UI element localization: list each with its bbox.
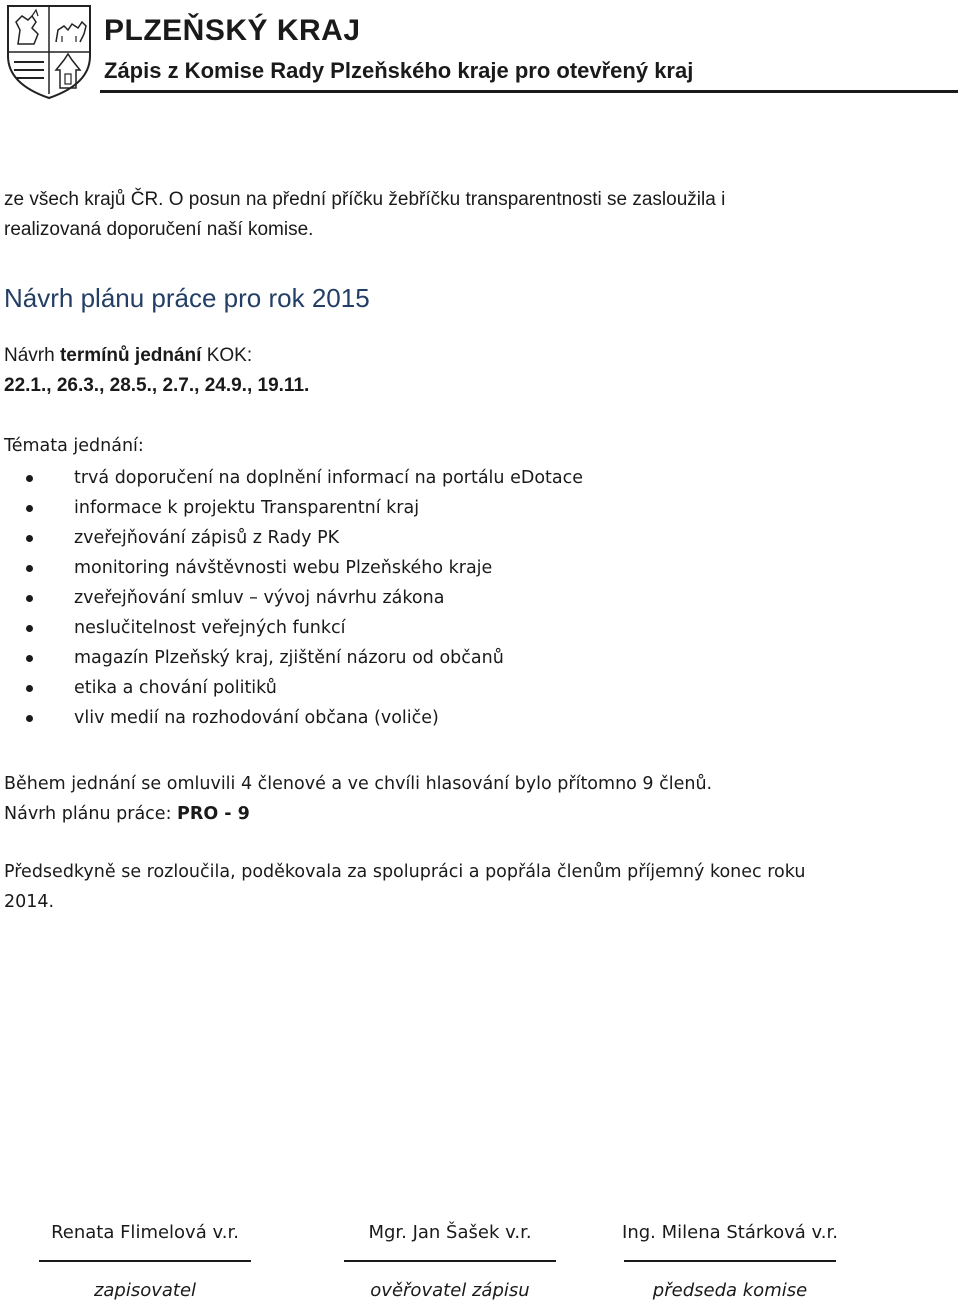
- bullet-icon: [26, 715, 33, 722]
- intro-line: ze všech krajů ČR. O posun na přední příčku žebříčku transparentnosti se zasloužila i: [4, 189, 726, 210]
- signatory-name: Ing. Milena Stárková v.r.: [622, 1222, 838, 1243]
- bullet-icon: [26, 685, 33, 692]
- list-item: [4, 553, 944, 583]
- signatory-role: zapisovatel: [93, 1280, 197, 1301]
- signatory-role: předseda komise: [652, 1280, 808, 1301]
- region-title: PLZEŇSKÝ KRAJ: [104, 14, 361, 47]
- topics-label: Témata jednání:: [4, 436, 144, 456]
- intro-line: realizovaná doporučení naší komise.: [4, 219, 314, 240]
- plan-vote: [4, 799, 944, 829]
- section-heading: Návrh plánu práce pro rok 2015: [4, 283, 370, 313]
- document-header: [0, 0, 960, 100]
- coat-of-arms-icon: [6, 4, 92, 100]
- signature-line: [39, 1260, 251, 1262]
- topic-text: monitoring návštěvnosti webu Plzeňského kraje: [74, 558, 493, 578]
- header-divider: [100, 90, 958, 93]
- signature-verifier: [330, 1218, 570, 1306]
- topic-text: trvá doporučení na doplnění informací na portálu eDotace: [74, 468, 583, 488]
- list-item: [4, 673, 944, 703]
- bullet-icon: [26, 475, 33, 482]
- attendance-note: Během jednání se omluvili 4 členové a ve chvíli hlasování bylo přítomno 9 členů.: [4, 774, 713, 794]
- signature-block: [0, 1218, 960, 1308]
- list-item: [4, 613, 944, 643]
- topic-text: etika a chování politiků: [74, 678, 277, 698]
- signature-line: [344, 1260, 556, 1262]
- list-item: [4, 703, 944, 733]
- signature-chair: [610, 1218, 850, 1306]
- topic-text: informace k projektu Transparentní kraj: [74, 498, 420, 518]
- bullet-icon: [26, 625, 33, 632]
- topic-text: zveřejňování zápisů z Rady PK: [74, 528, 340, 548]
- intro-paragraph: [4, 185, 944, 245]
- dates-label-bold: termínů jednání: [59, 345, 202, 366]
- topic-text: zveřejňování smluv – vývoj návrhu zákona: [74, 588, 445, 608]
- list-item: [4, 463, 944, 493]
- signatory-name: Mgr. Jan Šašek v.r.: [368, 1222, 532, 1243]
- closing-line: 2014.: [4, 892, 55, 912]
- bullet-icon: [26, 595, 33, 602]
- document-body: [4, 185, 944, 917]
- signatory-role: ověřovatel zápisu: [370, 1280, 530, 1301]
- meeting-dates-label: [4, 341, 944, 371]
- topics-list: [4, 463, 944, 733]
- plan-vote-label: Návrh plánu práce:: [4, 804, 178, 824]
- topic-text: vliv medií na rozhodování občana (voliče): [74, 708, 439, 728]
- list-item: [4, 493, 944, 523]
- bullet-icon: [26, 535, 33, 542]
- topic-text: magazín Plzeňský kraj, zjištění názoru od občanů: [74, 648, 504, 668]
- document-subtitle: Zápis z Komise Rady Plzeňského kraje pro otevřený kraj: [104, 58, 694, 83]
- signatory-name: Renata Flimelová v.r.: [51, 1222, 239, 1243]
- bullet-icon: [26, 655, 33, 662]
- signature-line: [624, 1260, 836, 1262]
- plan-vote-result: PRO - 9: [177, 804, 250, 824]
- bullet-icon: [26, 565, 33, 572]
- bullet-icon: [26, 505, 33, 512]
- closing-line: Předsedkyně se rozloučila, poděkovala za spolupráci a popřála členům příjemný konec roku: [4, 862, 806, 882]
- list-item: [4, 643, 944, 673]
- signature-recorder: [25, 1218, 265, 1306]
- meeting-dates: 22.1., 26.3., 28.5., 2.7., 24.9., 19.11.: [4, 375, 310, 396]
- dates-label-suffix: KOK:: [201, 345, 253, 366]
- topic-text: neslučitelnost veřejných funkcí: [74, 618, 346, 638]
- dates-label-prefix: Návrh: [4, 345, 60, 366]
- list-item: [4, 583, 944, 613]
- list-item: [4, 523, 944, 553]
